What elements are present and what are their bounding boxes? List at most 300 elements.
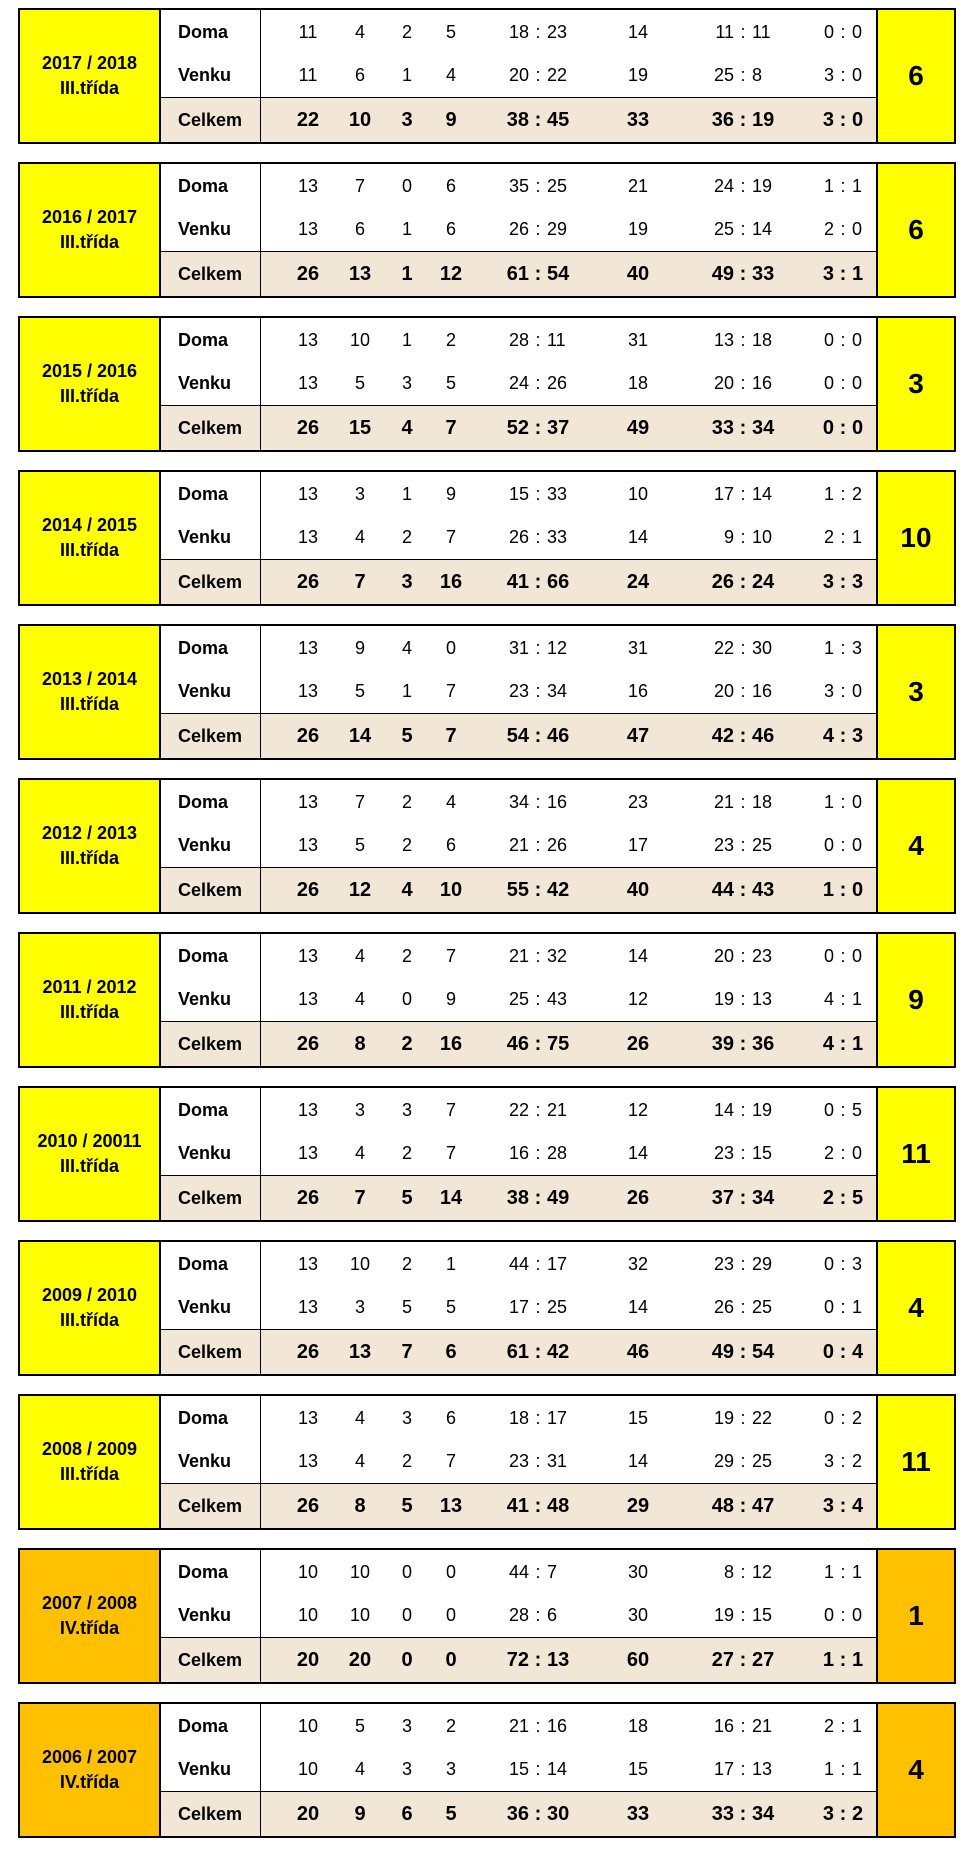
secondary-against: 16 xyxy=(752,373,773,393)
matches-played: 20 xyxy=(296,1648,320,1671)
goals-against: 11 xyxy=(547,329,566,350)
tertiary-score xyxy=(813,1033,873,1056)
stats-row-away xyxy=(161,670,876,713)
score-separator: : xyxy=(739,878,747,901)
draws: 7 xyxy=(401,1340,413,1363)
goals-score xyxy=(473,1187,603,1210)
wins: 10 xyxy=(349,1561,371,1582)
secondary-for: 21 xyxy=(713,791,734,812)
secondary-for: 23 xyxy=(713,835,734,855)
goals-for: 52 xyxy=(506,416,529,439)
goals-against: 17 xyxy=(547,1253,568,1274)
tertiary-for: 0 xyxy=(822,416,834,439)
row-label: Celkem xyxy=(161,1484,261,1528)
score-separator: : xyxy=(739,108,747,131)
season-stats xyxy=(161,1396,876,1528)
wins: 7 xyxy=(354,1186,366,1209)
score-separator: : xyxy=(840,637,846,658)
score-separator: : xyxy=(535,329,541,350)
score-separator: : xyxy=(740,1407,746,1428)
season-block xyxy=(18,8,956,144)
goals-against: 31 xyxy=(547,1451,568,1471)
season-stats xyxy=(161,780,876,912)
score-separator: : xyxy=(535,637,541,658)
secondary-against: 14 xyxy=(752,219,773,239)
draws: 4 xyxy=(401,416,413,439)
goals-score xyxy=(473,879,603,902)
goals-against: 66 xyxy=(547,570,570,593)
score-separator: : xyxy=(740,483,746,504)
row-label: Celkem xyxy=(161,1638,261,1682)
secondary-against: 46 xyxy=(752,724,775,747)
tertiary-score xyxy=(813,1605,873,1626)
secondary-against: 11 xyxy=(752,21,771,42)
draws: 0 xyxy=(401,1605,412,1625)
league-name: III.třída xyxy=(59,386,119,406)
secondary-score xyxy=(673,1495,813,1518)
points: 32 xyxy=(627,1253,649,1274)
score-separator: : xyxy=(840,1099,846,1120)
draws: 1 xyxy=(401,483,412,504)
stats-row-home xyxy=(161,934,876,978)
tertiary-score xyxy=(813,835,873,856)
losses: 6 xyxy=(445,835,456,855)
goals-for: 28 xyxy=(508,1605,529,1625)
season-years: 2006 / 2007 xyxy=(41,1747,138,1767)
score-separator: : xyxy=(739,262,747,285)
points: 26 xyxy=(626,1032,650,1055)
tertiary-score xyxy=(813,1649,873,1672)
score-separator: : xyxy=(839,724,847,747)
goals-score xyxy=(473,1759,603,1780)
matches-played: 26 xyxy=(296,1494,320,1517)
secondary-for: 23 xyxy=(713,1143,734,1163)
goals-against: 12 xyxy=(547,637,568,658)
secondary-score xyxy=(673,1562,813,1583)
goals-for: 36 xyxy=(506,1802,529,1825)
secondary-for: 25 xyxy=(713,219,734,239)
tertiary-for: 3 xyxy=(823,1451,834,1471)
points: 16 xyxy=(627,681,649,701)
tertiary-for: 0 xyxy=(823,945,834,966)
wins: 3 xyxy=(354,483,365,504)
score-separator: : xyxy=(839,570,847,593)
losses: 9 xyxy=(445,108,457,131)
draws: 0 xyxy=(401,989,412,1009)
score-separator: : xyxy=(534,262,542,285)
wins: 3 xyxy=(354,1297,365,1317)
season-label xyxy=(20,780,161,912)
stats-row-total xyxy=(161,1483,876,1528)
secondary-for: 19 xyxy=(713,1407,734,1428)
tertiary-score xyxy=(813,1803,873,1826)
matches-played: 26 xyxy=(296,878,320,901)
goals-score xyxy=(473,373,603,394)
tertiary-score xyxy=(813,176,873,197)
wins: 5 xyxy=(354,1715,365,1736)
goals-for: 15 xyxy=(508,483,529,504)
secondary-against: 34 xyxy=(752,416,775,439)
draws: 2 xyxy=(401,1032,413,1055)
wins: 4 xyxy=(354,989,365,1009)
draws: 5 xyxy=(401,724,413,747)
season-block xyxy=(18,932,956,1068)
matches-played: 10 xyxy=(297,1561,319,1582)
final-rank: 4 xyxy=(876,1704,954,1836)
points: 19 xyxy=(627,65,649,85)
score-separator: : xyxy=(535,65,541,85)
goals-for: 34 xyxy=(508,791,529,812)
league-name: IV.třída xyxy=(59,1772,120,1792)
score-separator: : xyxy=(740,329,746,350)
tertiary-score xyxy=(813,527,873,548)
secondary-against: 23 xyxy=(752,945,773,966)
matches-played: 13 xyxy=(297,1451,319,1471)
row-label: Doma xyxy=(161,318,261,362)
goals-against: 45 xyxy=(547,108,570,131)
points: 10 xyxy=(627,483,649,504)
season-years: 2007 / 2008 xyxy=(41,1593,138,1613)
losses: 7 xyxy=(445,416,457,439)
tertiary-for: 4 xyxy=(822,1032,834,1055)
draws: 3 xyxy=(401,108,413,131)
season-years: 2012 / 2013 xyxy=(41,823,138,843)
stats-row-away xyxy=(161,1440,876,1483)
matches-played: 13 xyxy=(297,1099,319,1120)
score-separator: : xyxy=(739,724,747,747)
secondary-against: 54 xyxy=(752,1340,775,1363)
stats-row-total xyxy=(161,559,876,604)
tertiary-for: 3 xyxy=(822,262,834,285)
goals-score xyxy=(473,263,603,286)
goals-score xyxy=(473,219,603,240)
wins: 13 xyxy=(348,262,372,285)
stats-row-home xyxy=(161,10,876,54)
goals-score xyxy=(473,22,603,43)
score-separator: : xyxy=(839,1648,847,1671)
score-separator: : xyxy=(840,1451,846,1471)
points: 30 xyxy=(627,1561,649,1582)
losses: 5 xyxy=(445,373,456,393)
goals-against: 21 xyxy=(547,1099,568,1120)
row-label: Venku xyxy=(161,208,261,251)
tertiary-for: 0 xyxy=(823,329,834,350)
secondary-against: 19 xyxy=(752,175,773,196)
wins: 6 xyxy=(354,219,365,239)
stats-row-home xyxy=(161,318,876,362)
score-separator: : xyxy=(535,219,541,239)
losses: 5 xyxy=(445,21,456,42)
secondary-score xyxy=(673,1100,813,1121)
losses: 7 xyxy=(445,681,456,701)
secondary-against: 19 xyxy=(752,1099,773,1120)
stats-row-away xyxy=(161,362,876,405)
goals-score xyxy=(473,1562,603,1583)
tertiary-score xyxy=(813,1100,873,1121)
score-separator: : xyxy=(839,416,847,439)
score-separator: : xyxy=(535,791,541,812)
secondary-for: 19 xyxy=(713,989,734,1009)
season-label xyxy=(20,1550,161,1682)
secondary-for: 26 xyxy=(711,570,734,593)
losses: 0 xyxy=(445,637,456,658)
score-separator: : xyxy=(535,1407,541,1428)
tertiary-for: 1 xyxy=(822,878,834,901)
secondary-against: 43 xyxy=(752,878,775,901)
row-label: Doma xyxy=(161,164,261,208)
tertiary-score xyxy=(813,1451,873,1472)
score-separator: : xyxy=(740,65,746,85)
tertiary-against: 3 xyxy=(852,1253,863,1274)
score-separator: : xyxy=(740,1099,746,1120)
wins: 5 xyxy=(354,373,365,393)
points: 14 xyxy=(627,1297,649,1317)
matches-played: 10 xyxy=(297,1759,319,1779)
secondary-score xyxy=(673,484,813,505)
points: 30 xyxy=(627,1605,649,1625)
row-label: Doma xyxy=(161,1550,261,1594)
secondary-score xyxy=(673,835,813,856)
goals-for: 16 xyxy=(508,1143,529,1163)
score-separator: : xyxy=(739,1802,747,1825)
points: 18 xyxy=(627,373,649,393)
goals-for: 22 xyxy=(508,1099,529,1120)
tertiary-score xyxy=(813,1716,873,1737)
losses: 6 xyxy=(445,1407,456,1428)
secondary-score xyxy=(673,1451,813,1472)
wins: 10 xyxy=(348,108,372,131)
tertiary-score xyxy=(813,417,873,440)
season-years: 2009 / 2010 xyxy=(41,1285,138,1305)
score-separator: : xyxy=(839,108,847,131)
secondary-score xyxy=(673,176,813,197)
stats-row-home xyxy=(161,1088,876,1132)
losses: 6 xyxy=(445,219,456,239)
wins: 10 xyxy=(349,329,371,350)
losses: 9 xyxy=(445,989,456,1009)
points: 15 xyxy=(627,1759,649,1779)
tertiary-score xyxy=(813,1187,873,1210)
secondary-for: 42 xyxy=(711,724,734,747)
tertiary-for: 0 xyxy=(822,1340,834,1363)
wins: 5 xyxy=(354,835,365,855)
score-separator: : xyxy=(740,945,746,966)
score-separator: : xyxy=(535,681,541,701)
secondary-for: 33 xyxy=(711,416,734,439)
final-rank: 9 xyxy=(876,934,954,1066)
points: 40 xyxy=(626,262,650,285)
secondary-against: 21 xyxy=(752,1715,773,1736)
row-label: Celkem xyxy=(161,560,261,604)
matches-played: 11 xyxy=(298,21,318,42)
row-label: Doma xyxy=(161,472,261,516)
losses: 2 xyxy=(445,329,456,350)
goals-against: 32 xyxy=(547,945,568,966)
season-block xyxy=(18,1086,956,1222)
matches-played: 26 xyxy=(296,262,320,285)
season-label xyxy=(20,164,161,296)
secondary-score xyxy=(673,792,813,813)
matches-played: 10 xyxy=(297,1605,319,1625)
score-separator: : xyxy=(840,989,846,1009)
secondary-against: 34 xyxy=(752,1186,775,1209)
stats-row-home xyxy=(161,780,876,824)
secondary-against: 19 xyxy=(752,108,775,131)
goals-for: 31 xyxy=(508,637,529,658)
secondary-against: 29 xyxy=(752,1253,773,1274)
secondary-for: 48 xyxy=(711,1494,734,1517)
row-label: Doma xyxy=(161,626,261,670)
secondary-for: 37 xyxy=(711,1186,734,1209)
secondary-against: 47 xyxy=(752,1494,775,1517)
stats-row-home xyxy=(161,1242,876,1286)
secondary-for: 49 xyxy=(711,1340,734,1363)
secondary-against: 34 xyxy=(752,1802,775,1825)
secondary-score xyxy=(673,989,813,1010)
wins: 14 xyxy=(348,724,372,747)
secondary-against: 24 xyxy=(752,570,775,593)
secondary-score xyxy=(673,946,813,967)
tertiary-score xyxy=(813,1759,873,1780)
stats-row-total xyxy=(161,1175,876,1220)
goals-for: 20 xyxy=(508,65,529,85)
row-label: Doma xyxy=(161,780,261,824)
goals-score xyxy=(473,792,603,813)
tertiary-score xyxy=(813,330,873,351)
goals-for: 61 xyxy=(506,1340,529,1363)
score-separator: : xyxy=(840,21,846,42)
goals-score xyxy=(473,1451,603,1472)
losses: 0 xyxy=(445,1648,457,1671)
stats-row-total xyxy=(161,713,876,758)
final-rank: 6 xyxy=(876,10,954,142)
points: 12 xyxy=(627,989,649,1009)
goals-score xyxy=(473,330,603,351)
season-years: 2010 / 20011 xyxy=(37,1131,142,1151)
season-label xyxy=(20,626,161,758)
season-label xyxy=(20,10,161,142)
secondary-against: 15 xyxy=(752,1143,773,1163)
draws: 3 xyxy=(401,373,412,393)
final-rank: 10 xyxy=(876,472,954,604)
goals-score xyxy=(473,946,603,967)
points: 14 xyxy=(627,1143,649,1163)
secondary-against: 18 xyxy=(752,329,773,350)
score-separator: : xyxy=(740,1715,746,1736)
goals-against: 29 xyxy=(547,219,568,239)
goals-score xyxy=(473,1495,603,1518)
goals-score xyxy=(473,1408,603,1429)
goals-for: 21 xyxy=(508,1715,529,1736)
season-years: 2014 / 2015 xyxy=(41,515,138,535)
tertiary-score xyxy=(813,638,873,659)
tertiary-against: 4 xyxy=(852,1494,864,1517)
points: 33 xyxy=(626,108,650,131)
tertiary-against: 0 xyxy=(852,65,863,85)
matches-played: 22 xyxy=(296,108,320,131)
tertiary-against: 3 xyxy=(852,724,864,747)
stats-row-total xyxy=(161,1021,876,1066)
losses: 5 xyxy=(445,1297,456,1317)
secondary-against: 36 xyxy=(752,1032,775,1055)
goals-against: 16 xyxy=(547,1715,568,1736)
secondary-against: 30 xyxy=(752,637,773,658)
row-label: Doma xyxy=(161,1704,261,1748)
season-block xyxy=(18,1240,956,1376)
secondary-for: 36 xyxy=(711,108,734,131)
secondary-score xyxy=(673,417,813,440)
goals-for: 54 xyxy=(506,724,529,747)
row-label: Celkem xyxy=(161,868,261,912)
season-stats xyxy=(161,1550,876,1682)
score-separator: : xyxy=(840,175,846,196)
goals-score xyxy=(473,417,603,440)
score-separator: : xyxy=(740,1297,746,1317)
score-separator: : xyxy=(840,1759,846,1779)
draws: 5 xyxy=(401,1297,412,1317)
score-separator: : xyxy=(839,262,847,285)
draws: 2 xyxy=(401,945,412,966)
goals-against: 33 xyxy=(547,527,568,547)
secondary-for: 20 xyxy=(713,681,734,701)
points: 14 xyxy=(627,527,649,547)
points: 26 xyxy=(626,1186,650,1209)
goals-for: 41 xyxy=(506,1494,529,1517)
points: 12 xyxy=(627,1099,649,1120)
season-history-table xyxy=(18,8,956,1856)
score-separator: : xyxy=(840,1561,846,1582)
goals-against: 23 xyxy=(547,21,568,42)
losses: 0 xyxy=(445,1605,456,1625)
tertiary-against: 1 xyxy=(852,262,864,285)
secondary-score xyxy=(673,1759,813,1780)
losses: 7 xyxy=(445,945,456,966)
goals-against: 42 xyxy=(547,878,570,901)
score-separator: : xyxy=(740,527,746,547)
tertiary-for: 1 xyxy=(823,637,834,658)
tertiary-against: 0 xyxy=(852,373,863,393)
draws: 4 xyxy=(401,637,412,658)
secondary-for: 26 xyxy=(713,1297,734,1317)
score-separator: : xyxy=(739,1032,747,1055)
tertiary-score xyxy=(813,219,873,240)
tertiary-for: 3 xyxy=(823,65,834,85)
tertiary-score xyxy=(813,1143,873,1164)
score-separator: : xyxy=(534,1494,542,1517)
draws: 2 xyxy=(401,527,412,547)
wins: 4 xyxy=(354,945,365,966)
points: 19 xyxy=(627,219,649,239)
stats-row-away xyxy=(161,1132,876,1175)
score-separator: : xyxy=(740,175,746,196)
tertiary-for: 1 xyxy=(823,175,834,196)
draws: 1 xyxy=(401,65,412,85)
secondary-for: 13 xyxy=(713,329,734,350)
tertiary-against: 3 xyxy=(852,570,864,593)
goals-against: 54 xyxy=(547,262,570,285)
wins: 6 xyxy=(354,65,365,85)
goals-for: 23 xyxy=(508,1451,529,1471)
score-separator: : xyxy=(740,791,746,812)
secondary-for: 29 xyxy=(713,1451,734,1471)
score-separator: : xyxy=(840,329,846,350)
losses: 0 xyxy=(445,1561,456,1582)
wins: 4 xyxy=(354,21,365,42)
score-separator: : xyxy=(535,1253,541,1274)
league-name: III.třída xyxy=(59,78,119,98)
season-stats xyxy=(161,1242,876,1374)
points: 17 xyxy=(627,835,649,855)
